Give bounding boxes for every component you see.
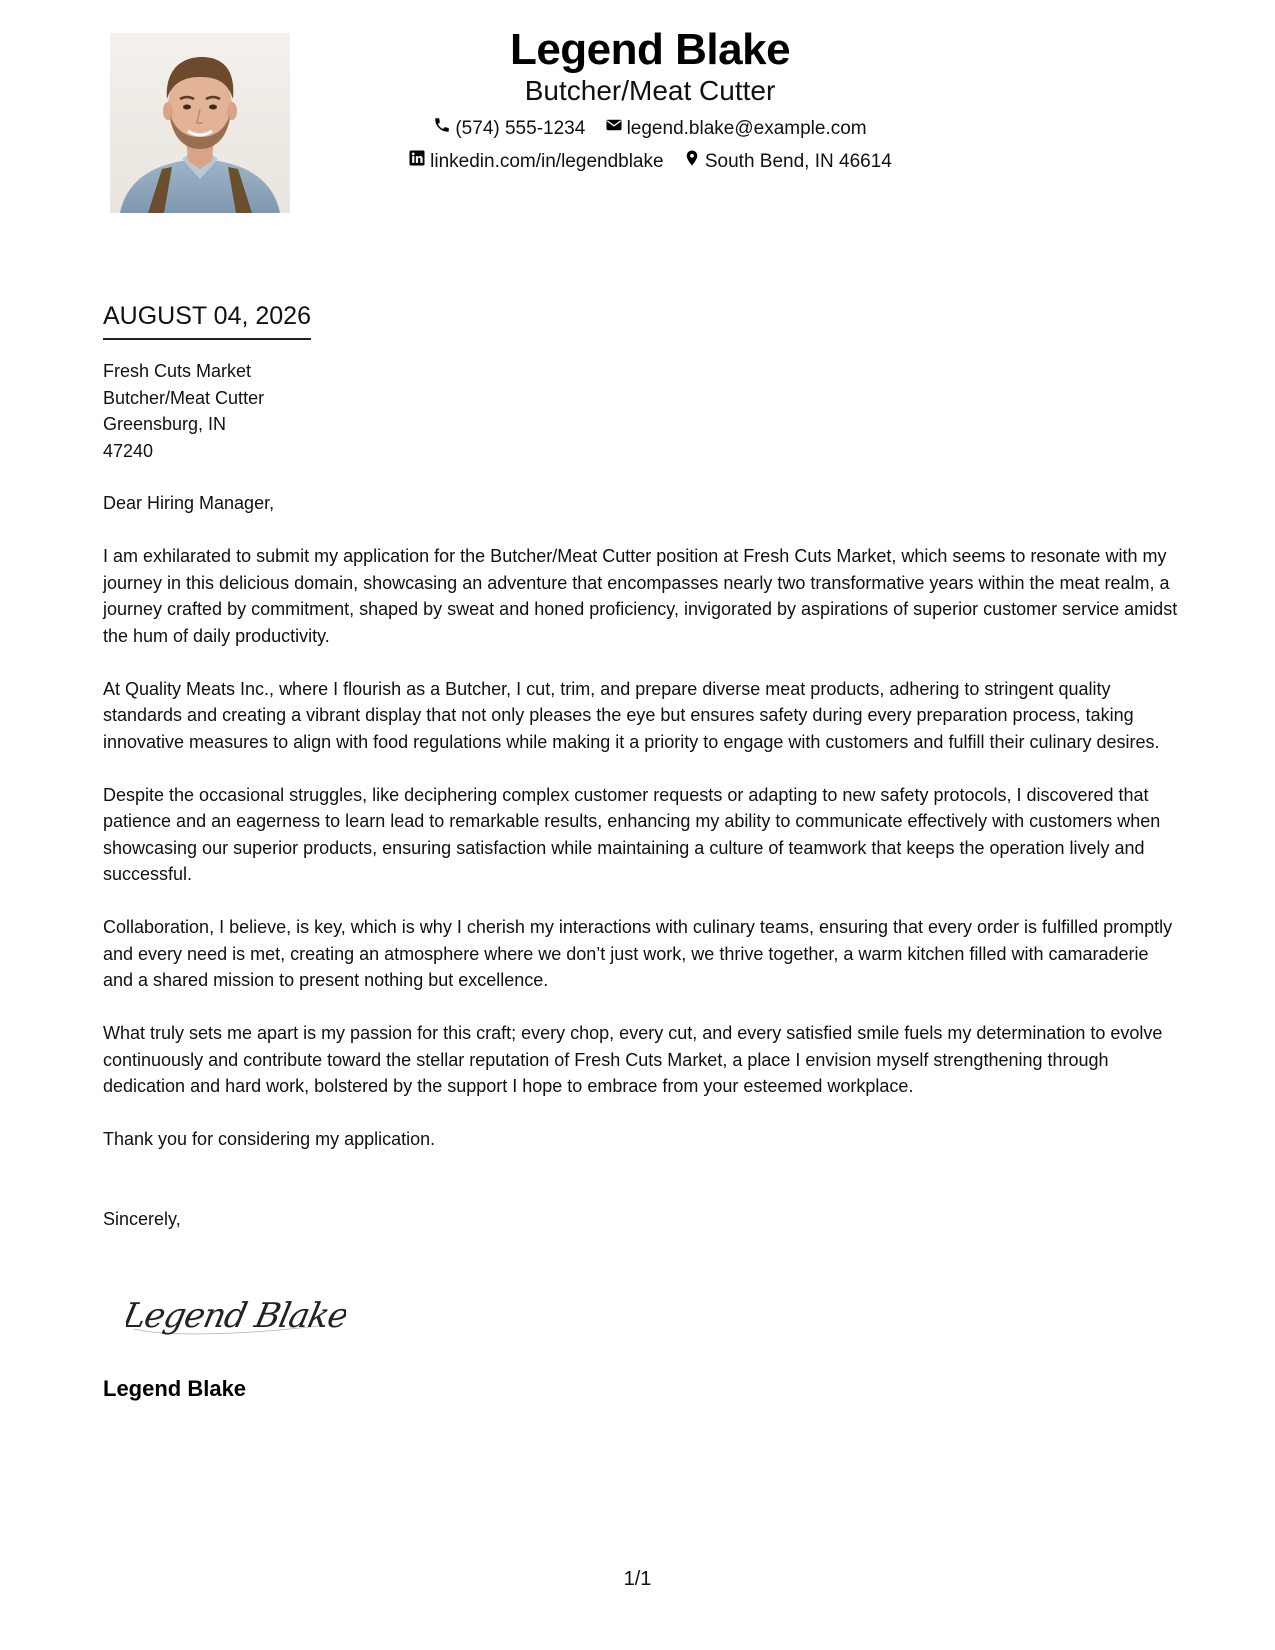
- recipient-block: [103, 358, 1178, 464]
- contact-line-2: [380, 149, 920, 174]
- paragraph: I am exhilarated to submit my application for the Butcher/Meat Cutter position at Fresh Cuts Market, which seems to resonate with my journey in this delicious domain, showcasing an adventure that encompasses nearly two transformative years within the meat realm, a journey crafted by commitment, shaped by sweat and honed proficiency, invigorated by aspirations of superior customer service amidst the hum of daily productivity.: [103, 546, 1178, 646]
- contact-line-1: [380, 116, 920, 141]
- letter-body: [103, 358, 1178, 1250]
- letter-header: [380, 26, 920, 174]
- phone-text: (574) 555-1234: [455, 117, 586, 139]
- svg-text:Legend Blake: Legend Blake: [126, 1296, 346, 1336]
- linkedin-contact: [408, 149, 663, 174]
- greeting: Dear Hiring Manager,: [103, 493, 275, 513]
- map-pin-icon: [683, 149, 705, 174]
- signature: [126, 1285, 346, 1350]
- location-text: South Bend, IN 46614: [704, 150, 892, 172]
- email-text: legend.blake@example.com: [626, 117, 867, 139]
- page-number: 1/1: [623, 1568, 652, 1590]
- recipient-zip: 47240: [103, 440, 154, 461]
- phone-contact: [433, 116, 585, 141]
- closing: Sincerely,: [103, 1208, 181, 1229]
- recipient-position: Butcher/Meat Cutter: [103, 387, 265, 408]
- linkedin-text: linkedin.com/in/legendblake: [430, 150, 664, 172]
- thanks-line: Thank you for considering my application.: [103, 1129, 436, 1149]
- linkedin-icon: [408, 149, 430, 174]
- paragraph: What truly sets me apart is my passion for this craft; every chop, every cut, and every satisfied smile fuels my determination to evolve continuously and contribute toward the stellar reputation of Fresh Cuts Market, a place I envision myself strengthening through dedication and hard work, bolstered by the support I hope to embrace from your esteemed workplace.: [103, 1023, 1163, 1096]
- recipient-city-state: Greensburg, IN: [103, 414, 227, 434]
- recipient-company: Fresh Cuts Market: [103, 361, 252, 381]
- paragraph: Collaboration, I believe, is key, which is why I cherish my interactions with culinary teams, ensuring that every order is fulfilled promptly and every need is met, creating an atmosphere where we don’t just work, we thrive together, a warm kitchen filled with camaraderie and a shared mission to present nothing but excellence.: [103, 917, 1173, 990]
- letter-date: AUGUST 04, 2026: [103, 300, 311, 340]
- location-contact: [683, 149, 892, 174]
- profile-photo: [110, 33, 290, 213]
- paragraph: Despite the occasional struggles, like deciphering complex customer requests or adapting to new safety protocols, I discovered that patience and an eagerness to learn lead to remarkable results, enhancing my ability to communicate effectively with customers when showcasing our superior products, ensuring satisfaction while maintaining a culture of teamwork that keeps the operation lively and successful.: [103, 784, 1161, 884]
- email-contact: [605, 116, 867, 141]
- applicant-title: Butcher/Meat Cutter: [524, 75, 776, 106]
- phone-icon: [433, 116, 455, 141]
- applicant-name: Legend Blake: [509, 25, 791, 74]
- paragraph: At Quality Meats Inc., where I flourish as a Butcher, I cut, trim, and prepare diverse meat products, adhering to stringent quality standards and creating a vibrant display that not only pleases the eye but ensures safety during every preparation process, taking innovative measures to align with food regulations while making it a priority to engage with customers and fulfill their culinary desires.: [103, 678, 1160, 752]
- envelope-icon: [605, 116, 627, 141]
- signer-name: Legend Blake: [103, 1376, 247, 1401]
